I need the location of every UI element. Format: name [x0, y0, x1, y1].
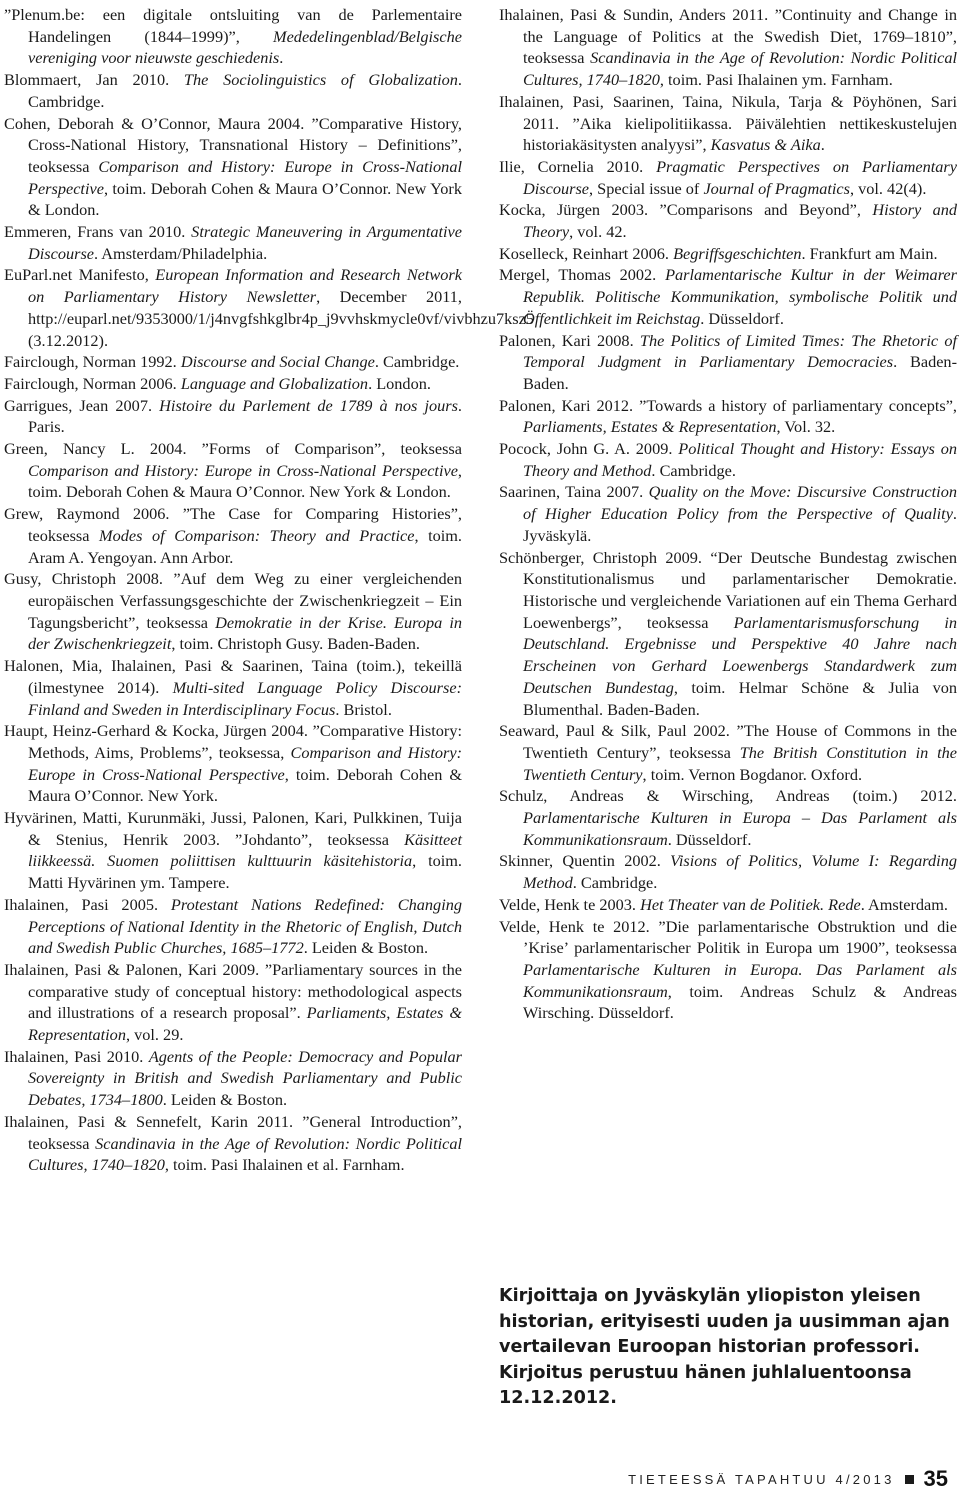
reference-title: Histoire du Parlement de 1789 à nos jours — [159, 395, 458, 415]
reference-text: , toim. Vernon Bogdanor. Oxford. — [642, 764, 863, 784]
reference-text: , toim. Matti Hyvärinen ym. Tampere. — [28, 851, 462, 893]
reference-text: Seaward, Paul & Silk, Paul 2002. ”The House of Commons in the Twentieth Century”, teoksessa — [499, 721, 957, 762]
reference-entry — [499, 481, 957, 546]
reference-text: EuParl.net Manifesto, — [4, 265, 156, 285]
reference-title: Multi-sited Language Policy Discourse: Finland and Sweden in Interdisciplinary Focus — [28, 677, 462, 719]
reference-text: , toim. Deborah Cohen & Maura O’Connor. New York & London. — [28, 178, 462, 220]
reference-entry — [4, 959, 462, 1046]
square-marker-icon — [905, 1475, 914, 1484]
reference-title: The Politics of Limited Times: The Rhetoric of Temporal Judgment in Parliamentary Democracies — [523, 330, 958, 372]
reference-text: , vol. 42. — [569, 222, 627, 242]
reference-entry — [499, 199, 957, 242]
references-left-column — [4, 4, 535, 1176]
reference-title: Parlamentarische Kulturen in Europa – Das Parlament als Kommunikationsraum — [523, 808, 957, 849]
reference-title: European Information and Research Network on Parliamentary History Newsletter — [28, 265, 462, 307]
reference-text: Pocock, John G. A. 2009. — [499, 439, 679, 459]
reference-text: . Paris. — [28, 395, 462, 437]
reference-title: Parlamentarische Kulturen in Europa. Das Parlament als Kommunikationsraum — [523, 959, 957, 1001]
reference-entry — [499, 785, 957, 850]
reference-text: , Vol. 32. — [776, 417, 836, 437]
reference-text: , toim. Andreas Schulz & Andreas Wirsching. Düsseldorf. — [523, 981, 957, 1023]
reference-text: , December 2011, http://euparl.net/9353000/1/j4nvgfshkglbr4p_j9vvhskmycle0vf/vivbhzu7ksz5 (3.12.2012). — [28, 287, 535, 350]
reference-text: Velde, Henk te 2003. — [499, 894, 641, 914]
reference-text: Ihalainen, Pasi & Sennefelt, Karin 2011. ”General Introduction”, teoksessa — [4, 1111, 462, 1153]
reference-text: Ilie, Cornelia 2010. — [499, 156, 657, 176]
reference-text: , toim. Deborah Cohen & Maura O’Connor. New York. — [28, 764, 462, 806]
reference-title: Language and Globalization — [180, 373, 369, 393]
reference-text: . Cambridge. — [28, 70, 462, 111]
reference-text: Garrigues, Jean 2007. — [4, 395, 160, 415]
reference-entry — [4, 655, 462, 720]
reference-text: Ihalainen, Pasi & Palonen, Kari 2009. ”Parliamentary sources in the comparative study of conceptual history: methodological aspects and illustrations of a research proposal”. — [4, 959, 462, 1023]
reference-entry — [4, 113, 462, 222]
reference-text: . Baden-Baden. — [523, 352, 957, 393]
reference-text: Grew, Raymond 2006. ”The Case for Comparing Histories”, teoksessa — [4, 504, 462, 545]
reference-title: Käsitteet liikkeessä. Suomen poliittisen kulttuurin käsitehistoria — [28, 829, 462, 871]
reference-text: Saarinen, Taina 2007. — [499, 482, 649, 502]
reference-entry — [499, 547, 957, 721]
reference-text: Cohen, Deborah & O’Connor, Maura 2004. ”Comparative History, Cross-National History, Transnational History – Definitions”, teoksessa — [4, 113, 462, 176]
reference-entry — [4, 720, 462, 807]
reference-entry — [4, 264, 535, 351]
reference-text: Koselleck, Reinhart 2006. — [499, 243, 674, 263]
reference-text: Fairclough, Norman 1992. — [4, 352, 181, 372]
reference-text: Skinner, Quentin 2002. — [499, 851, 671, 871]
reference-text: Fairclough, Norman 2006. — [4, 373, 181, 393]
author-note: Kirjoittaja on Jyväskylän yliopiston yleisen historian, erityisesti uuden ja uusimman ajan vertailevan Euroopan historian professori. Kirjoitus perustuu hänen juhlaluentoonsa 12.12.2012. — [499, 1286, 950, 1409]
reference-text: . Cambridge. — [374, 352, 460, 372]
reference-title: Visions of Politics, Volume I: Regarding Method — [523, 851, 957, 893]
reference-title: The British Constitution in the Twentieth Century — [523, 742, 957, 784]
reference-text: Ihalainen, Pasi 2005. — [4, 894, 171, 914]
reference-text: . — [279, 48, 284, 68]
reference-title: Scandinavia in the Age of Revolution: Nordic Political Cultures, 1740–1820 — [523, 48, 958, 90]
reference-text: . Düsseldorf. — [667, 829, 752, 849]
reference-entry — [4, 4, 462, 69]
reference-entry — [4, 69, 462, 112]
reference-title: Parliaments, Estates & Representation — [523, 417, 777, 437]
reference-title: Comparison and History: Europe in Cross-National Perspective — [28, 742, 462, 784]
reference-text: . London. — [368, 373, 431, 393]
reference-entry — [499, 330, 957, 395]
reference-entry — [499, 395, 957, 438]
reference-text: Green, Nancy L. 2004. ”Forms of Comparison”, teoksessa — [4, 439, 462, 459]
reference-text: , toim. Deborah Cohen & Maura O’Connor. New York & London. — [28, 460, 462, 502]
reference-entry — [4, 395, 462, 438]
reference-text: . Amsterdam/Philadelphia. — [94, 243, 268, 263]
reference-text: Palonen, Kari 2012. ”Towards a history of parliamentary concepts”, — [499, 395, 957, 415]
reference-title: History and Theory — [523, 200, 957, 242]
reference-text: . — [820, 135, 825, 155]
reference-text: , toim. Aram A. Yengoyan. Ann Arbor. — [28, 525, 463, 567]
page-number: 35 — [923, 1466, 948, 1491]
reference-title: Modes of Comparison: Theory and Practice — [99, 525, 415, 545]
reference-text: Ihalainen, Pasi, Saarinen, Taina, Nikula, Tarja & Pöyhönen, Sari 2011. ”Aika kielipolitiikassa. Päivälehtien nettikeskustelujen historiakäsitysten analyysi”, — [499, 91, 957, 155]
reference-title: Protestant Nations Redefined: Changing Perceptions of National Identity in the Rhetoric of English, Dutch and Swedish Public Churches, 1685–1772 — [28, 894, 462, 958]
reference-title: Pragmatic Perspectives on Parliamentary Discourse — [523, 156, 957, 198]
reference-entry — [4, 351, 462, 373]
reference-title: Parlamentarische Kultur in der Weimarer Republik. Politische Kommunikation, symbolische Politik und Öffentlichkeit im Reichstag — [523, 265, 957, 328]
reference-text: Blommaert, Jan 2010. — [4, 70, 184, 90]
reference-entry — [499, 243, 957, 265]
reference-title: Kasvatus & Aika — [710, 135, 821, 155]
reference-title: Parlamentarismusforschung in Deutschland. Ergebnisse und Perspektive 40 Jahre nach Erscheinen von Gerhard Loewenbergs Standardwerk zum Deutschen Bundestag — [523, 612, 957, 697]
reference-entry — [499, 438, 957, 481]
reference-entry — [4, 438, 462, 503]
reference-title: Comparison and History: Europe in Cross-National Perspective — [28, 156, 462, 198]
reference-text: Ihalainen, Pasi 2010. — [4, 1046, 149, 1066]
reference-text: Schulz, Andreas & Wirsching, Andreas (toim.) 2012. — [499, 786, 957, 806]
reference-title: Scandinavia in the Age of Revolution: Nordic Political Cultures, 1740–1820 — [28, 1133, 463, 1175]
reference-text: Mergel, Thomas 2002. — [499, 265, 666, 285]
reference-text: . Bristol. — [335, 699, 392, 719]
reference-text: . Cambridge. — [572, 873, 658, 893]
reference-entry — [4, 373, 462, 395]
reference-title: Quality on the Move: Discursive Construction of Higher Education Policy from the Perspective of Quality — [523, 482, 957, 524]
reference-entry — [499, 91, 957, 156]
reference-title: Strategic Maneuvering in Argumentative Discourse — [28, 222, 462, 263]
reference-text: Haupt, Heinz-Gerhard & Kocka, Jürgen 2004. ”Comparative History: Methods, Aims, Problems”, teoksessa, — [4, 721, 462, 762]
reference-text: , vol. 29. — [125, 1025, 184, 1045]
journal-name: TIETEESSÄ TAPAHTUU 4/2013 — [628, 1471, 895, 1487]
reference-text: Gusy, Christoph 2008. ”Auf dem Weg zu einer vergleichenden europäischen Verfassungsgeschichte der Zwischenkriegzeit – Ein Tagungsbericht”, teoksessa — [4, 569, 462, 632]
reference-entry — [4, 568, 462, 655]
reference-entry — [4, 503, 462, 568]
reference-entry — [4, 1111, 462, 1176]
reference-entry — [499, 850, 957, 893]
reference-text: . Amsterdam. — [860, 894, 948, 914]
reference-title: Discourse and Social Change — [180, 352, 375, 372]
reference-text: ”Plenum.be: een digitale ontsluiting van de Parlementaire Handelingen (1844–1999)”, — [4, 5, 462, 46]
reference-entry — [499, 894, 957, 916]
reference-text: Schönberger, Christoph 2009. “Der Deutsche Bundestag zwischen Konstitutionalismus und parlamentarischer Demokratie. Historische und vergleichende Variationen auf ein Thema Gerhard Loewenbergs”, teoksessa — [499, 547, 957, 632]
reference-entry — [4, 894, 462, 959]
reference-title: Het Theater van de Politiek. Rede — [640, 894, 861, 914]
reference-entry — [4, 1046, 462, 1111]
reference-text: Palonen, Kari 2008. — [499, 330, 640, 350]
reference-text: Ihalainen, Pasi & Sundin, Anders 2011. ”Continuity and Change in the Language of Politics at the Swedish Diet, 1769–1810”, teoksessa — [499, 5, 957, 68]
reference-text: Emmeren, Frans van 2010. — [4, 222, 192, 242]
reference-text: , toim. Christoph Gusy. Baden-Baden. — [171, 634, 420, 654]
reference-text: . Frankfurt am Main. — [801, 243, 938, 263]
reference-text: . Düsseldorf. — [700, 308, 784, 328]
reference-text: , vol. 42(4). — [849, 178, 927, 198]
page-footer — [628, 1466, 948, 1492]
reference-text: Halonen, Mia, Ihalainen, Pasi & Saarinen, Taina (toim.), tekeillä (ilmestynee 2014). — [4, 656, 462, 697]
reference-text: . Cambridge. — [651, 460, 736, 480]
reference-text: . Leiden & Boston. — [162, 1090, 288, 1110]
reference-entry — [4, 807, 462, 894]
reference-title: The Sociolinguistics of Globalization — [183, 70, 458, 90]
reference-title: Comparison and History: Europe in Cross-National Perspective — [28, 460, 458, 480]
reference-entry — [4, 221, 462, 264]
reference-text: , toim. Helmar Schöne & Julia von Blumenthal. Baden-Baden. — [523, 677, 958, 719]
reference-title: Begriffsgeschichten — [673, 243, 802, 263]
reference-text: . Jyväskylä. — [523, 504, 957, 545]
reference-entry — [499, 156, 957, 199]
reference-entry — [499, 4, 957, 91]
reference-title: Parliaments, Estates & Representation — [28, 1003, 462, 1045]
reference-text: Velde, Henk te 2012. ”Die parlamentarische Obstruktion und die ’Krise’ parlamentarischer Politik in Europa um 1900”, teoksessa — [499, 916, 957, 958]
reference-text: , toim. Pasi Ihalainen ym. Farnham. — [659, 70, 893, 90]
reference-text: , Special issue of — [589, 178, 704, 198]
reference-text: , toim. Pasi Ihalainen et al. Farnham. — [164, 1155, 405, 1175]
reference-entry — [499, 264, 957, 329]
reference-title: Demokratie in der Krise. Europa in der Zwischenkriegzeit — [28, 612, 462, 654]
reference-text: Kocka, Jürgen 2003. ”Comparisons and Beyond”, — [499, 200, 873, 220]
reference-entry — [499, 916, 957, 1025]
reference-title: Agents of the People: Democracy and Popular Sovereignty in British and Swedish Parliamentary and Public Debates, 1734–1800 — [28, 1046, 463, 1110]
reference-text: . Leiden & Boston. — [303, 938, 429, 958]
reference-entry — [499, 720, 957, 785]
reference-title: Journal of Pragmatics — [703, 178, 850, 198]
references-right-column — [499, 4, 957, 1024]
reference-text: Hyvärinen, Matti, Kurunmäki, Jussi, Palonen, Kari, Pulkkinen, Tuija & Stenius, Henrik 2003. ”Johdanto”, teoksessa — [4, 808, 462, 849]
reference-title: Political Thought and History: Essays on Theory and Method — [523, 439, 957, 480]
reference-title: Mededelingenblad/Belgische vereniging voor nieuwste geschiedenis — [28, 26, 462, 68]
